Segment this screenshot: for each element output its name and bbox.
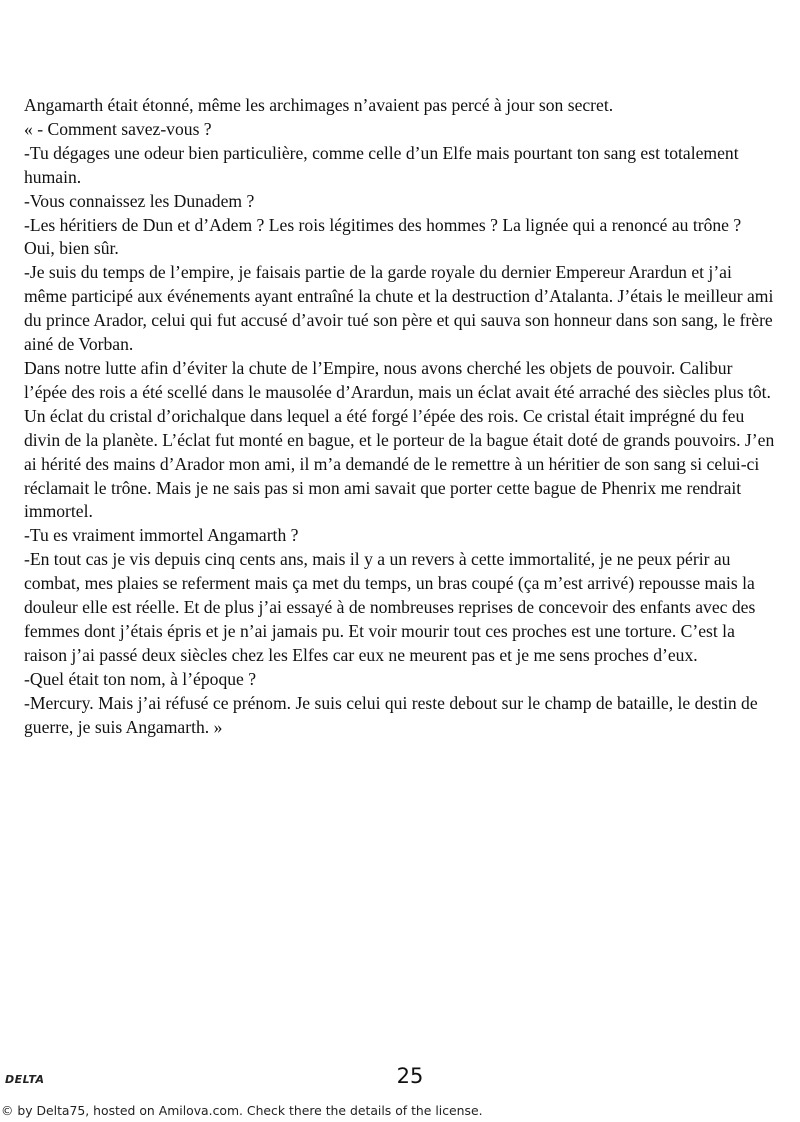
author-logo: DELTA — [5, 1073, 45, 1086]
page-number: 25 — [396, 1064, 424, 1088]
license-notice: © by Delta75, hosted on Amilova.com. Check there the details of the license. — [1, 1103, 483, 1118]
story-text: Angamarth était étonné, même les archimages n’avaient pas percé à jour son secret. « - Comment savez-vous ? -Tu dégages une odeur bien particulière, comme celle d’un Elfe mais pourtant ton sang est totalement humain. -Vous connaissez les Dunadem ? -Les héritiers de Dun et d’Adem ? Les rois légitimes des hommes ? La lignée qui a renoncé au trône ? Oui, bien sûr. -Je suis du temps de l’empire, je faisais partie de la garde royale du dernier Empereur Arardun et j’ai même participé aux événements ayant entraîné la chute et la destruction d’Atalanta. J’étais le meilleur ami du prince Arador, celui qui fut accusé d’avoir tué son père et qui sauva son honneur dans son sang, le frère ainé de Vorban. Dans notre lutte afin d’éviter la chute de l’Empire, nous avons cherché les objets de pouvoir. Calibur l’épée des rois a été scellé dans le mausolée d’Arardun, mais un éclat avait été arraché des siècles plus tôt. Un éclat du cristal d’orichalque dans lequel a été forgé l’épée des rois. Ce cristal était imprégné du feu divin de la planète. L’éclat fut monté en bague, et le porteur de la bague était doté de grands pouvoirs. J’en ai hérité des mains d’Arador mon ami, il m’a demandé de le remettre à un héritier de son sang si celui-ci réclamait le trône. Mais je ne sais pas si mon ami savait que porter cette bague de Phenrix me rendrait immortel. -Tu es vraiment immortel Angamarth ? -En tout cas je vis depuis cinq cents ans, mais il y a un revers à cette immortalité, je ne peux périr au combat, mes plaies se referment mais ça met du temps, un bras coupé (ça m’est arrivé) repousse mais la douleur elle est réelle. Et de plus j’ai essayé à de nombreuses reprises de concevoir des enfants avec des femmes dont j’étais épris et je n’ai jamais pu. Et voir mourir tout ces proches est une torture. C’est la raison j’ai passé deux siècles chez les Elfes car eux ne meurent pas et je me sens proches d’eux. -Quel était ton nom, à l’époque ? -Mercury. Mais j’ai réfusé ce prénom. Je suis celui qui reste debout sur le champ de bataille, le destin de guerre, je suis Angamarth. » — [24, 95, 775, 737]
